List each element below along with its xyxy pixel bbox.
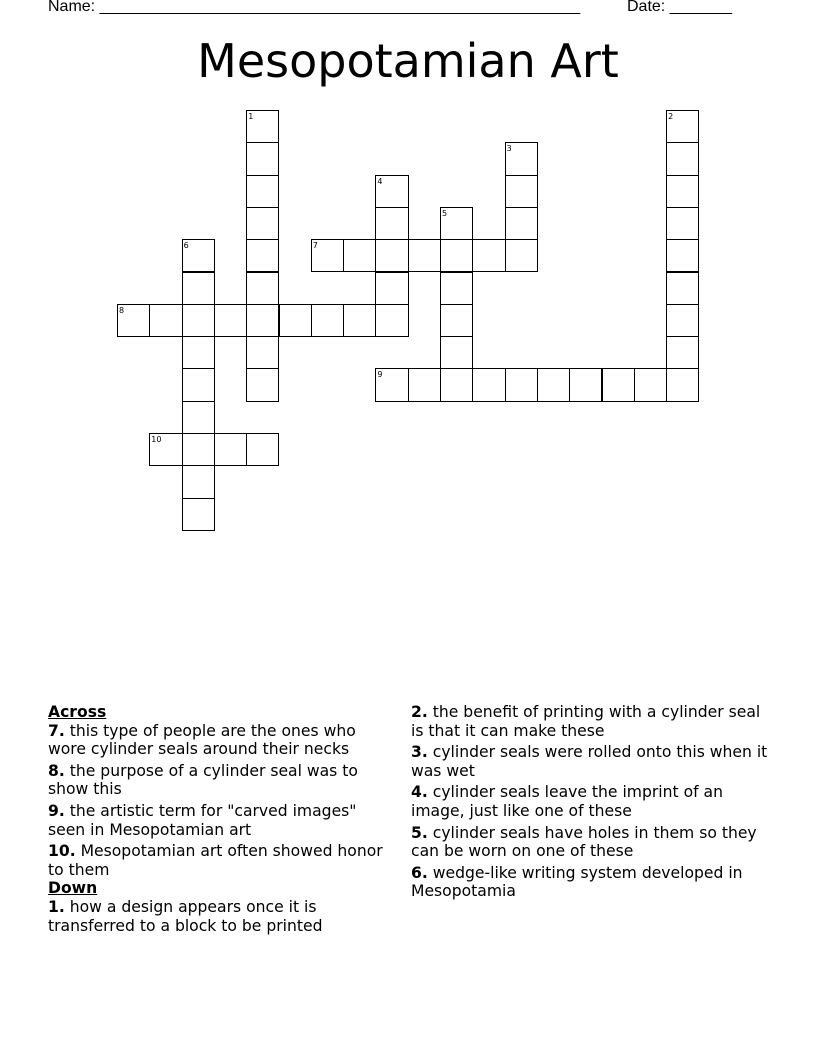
grid-cell[interactable]: [375, 239, 408, 272]
down-heading: Down: [48, 879, 98, 898]
clue-across-9: [48, 802, 398, 839]
grid-cell[interactable]: [472, 239, 505, 272]
cell-number: 10: [151, 435, 162, 444]
grid-cell[interactable]: [440, 304, 473, 337]
clue-across-7: [48, 722, 398, 759]
grid-cell[interactable]: [182, 498, 215, 531]
date-field[interactable]: Date: _______: [627, 0, 732, 15]
grid-cell[interactable]: [666, 142, 699, 175]
grid-cell[interactable]: [505, 368, 538, 401]
grid-cell[interactable]: [408, 239, 441, 272]
cell-number: 5: [442, 208, 448, 218]
grid-cell[interactable]: [343, 304, 376, 337]
clue-down-3: [411, 743, 771, 780]
grid-cell[interactable]: [182, 304, 215, 337]
cell-number: 9: [377, 370, 383, 380]
grid-cell[interactable]: [666, 368, 699, 401]
grid-cell[interactable]: [505, 207, 538, 240]
cell-number: 1: [248, 112, 254, 121]
clue-down-1: [48, 898, 398, 935]
clue-number: 6.: [411, 863, 428, 882]
grid-cell[interactable]: [182, 401, 215, 434]
clue-down-5: [411, 824, 771, 861]
clue-down-6: [411, 864, 771, 901]
grid-cell[interactable]: [246, 368, 279, 401]
clue-number: 1.: [48, 897, 65, 916]
grid-cell[interactable]: [182, 272, 215, 305]
across-heading: Across: [48, 703, 107, 721]
clue-text: how a design appears once it is transferred to a block to be printed: [48, 897, 323, 935]
grid-cell[interactable]: [311, 304, 344, 337]
grid-cell[interactable]: [666, 239, 699, 272]
cell-number: 6: [183, 241, 189, 251]
grid-cell[interactable]: [666, 304, 699, 337]
clue-number: 10.: [48, 842, 76, 861]
grid-cell[interactable]: [246, 433, 279, 466]
grid-cell[interactable]: [440, 368, 473, 401]
name-field[interactable]: Name: ______________________________________________________: [48, 0, 581, 15]
grid-cell[interactable]: [246, 239, 279, 272]
clue-number: 3.: [411, 743, 428, 762]
clue-text: wedge-like writing system developed in Mesopotamia: [411, 863, 743, 901]
grid-cell[interactable]: [666, 336, 699, 369]
grid-cell[interactable]: [375, 304, 408, 337]
grid-cell[interactable]: [182, 336, 215, 369]
clue-number: 4.: [411, 783, 428, 802]
cell-number: 8: [119, 305, 125, 315]
page-title: Mesopotamian Art: [197, 34, 619, 88]
clue-number: 9.: [48, 801, 65, 820]
clue-text: the benefit of printing with a cylinder seal is that it can make these: [411, 703, 761, 740]
grid-cell[interactable]: [343, 239, 376, 272]
clue-text: cylinder seals have holes in them so they can be worn on one of these: [411, 823, 757, 861]
clue-number: 2.: [411, 703, 428, 721]
clue-text: the purpose of a cylinder seal was to show this: [48, 761, 358, 799]
grid-cell[interactable]: [375, 272, 408, 305]
clue-number: 5.: [411, 823, 428, 842]
grid-cell[interactable]: [505, 175, 538, 208]
grid-cell[interactable]: [214, 433, 247, 466]
grid-cell[interactable]: [246, 175, 279, 208]
grid-cell[interactable]: [182, 465, 215, 498]
clue-down-2: [411, 703, 771, 740]
grid-cell[interactable]: [149, 304, 182, 337]
cell-number: 7: [312, 241, 318, 251]
clue-number: 7.: [48, 721, 65, 740]
grid-cell[interactable]: [666, 175, 699, 208]
cell-number: 3: [506, 144, 512, 154]
clues-column-left: [48, 703, 398, 938]
clues-column-right: [411, 703, 771, 904]
clue-text: cylinder seals leave the imprint of an image, just like one of these: [411, 783, 724, 820]
cell-number: 4: [377, 176, 383, 186]
grid-cell[interactable]: [214, 304, 247, 337]
grid-cell[interactable]: [666, 207, 699, 240]
grid-cell[interactable]: [505, 239, 538, 272]
clue-down-4: [411, 783, 771, 820]
clue-text: Mesopotamian art often showed honor to them: [48, 842, 383, 879]
grid-cell[interactable]: [666, 272, 699, 305]
grid-cell[interactable]: [279, 304, 312, 337]
grid-cell[interactable]: [375, 207, 408, 240]
grid-cell[interactable]: [472, 368, 505, 401]
grid-cell[interactable]: [246, 272, 279, 305]
grid-cell[interactable]: [634, 368, 667, 401]
grid-cell[interactable]: [246, 207, 279, 240]
grid-cell[interactable]: [440, 239, 473, 272]
clue-text: this type of people are the ones who wore cylinder seals around their necks: [48, 721, 356, 759]
grid-cell[interactable]: [246, 336, 279, 369]
grid-cell[interactable]: [246, 304, 279, 337]
grid-cell[interactable]: [408, 368, 441, 401]
grid-cell[interactable]: [569, 368, 602, 401]
clue-across-10: [48, 842, 398, 879]
grid-cell[interactable]: [440, 272, 473, 305]
cell-number: 2: [668, 112, 674, 121]
grid-cell[interactable]: [182, 433, 215, 466]
clue-number: 8.: [48, 761, 65, 780]
clue-across-8: [48, 762, 398, 799]
clue-text: cylinder seals were rolled onto this when it was wet: [411, 743, 768, 780]
grid-cell[interactable]: [440, 336, 473, 369]
grid-cell[interactable]: [246, 142, 279, 175]
grid-cell[interactable]: [602, 368, 635, 401]
clue-text: the artistic term for "carved images" seen in Mesopotamian art: [48, 801, 357, 839]
grid-cell[interactable]: [182, 368, 215, 401]
grid-cell[interactable]: [537, 368, 570, 401]
